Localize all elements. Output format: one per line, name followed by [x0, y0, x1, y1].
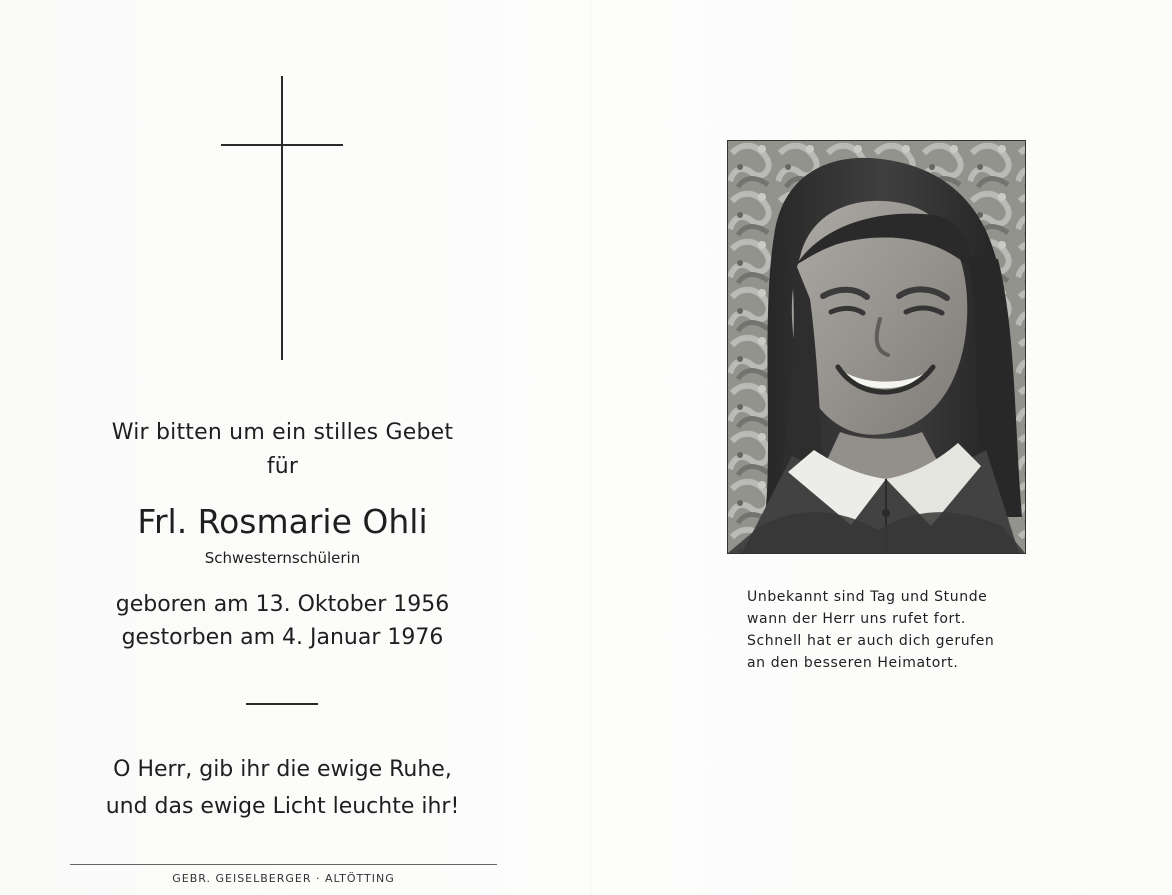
- prayer-request: [85, 416, 480, 484]
- memorial-poem: [747, 586, 1032, 674]
- portrait-photo: [727, 140, 1026, 554]
- footer-rule: [70, 864, 497, 865]
- closing-prayer: [85, 751, 480, 825]
- closing-prayer-line-1: O Herr, gib ihr die ewige Ruhe,: [113, 757, 452, 782]
- death-date: gestorben am 4. Januar 1976: [121, 625, 444, 650]
- deceased-name: Frl. Rosmarie Ohli: [137, 502, 428, 541]
- birth-date: geboren am 13. Oktober 1956: [115, 592, 450, 617]
- cross-vertical-line: [281, 76, 283, 360]
- portrait-illustration: [728, 141, 1025, 553]
- poem-line-3: Schnell hat er auch dich gerufen: [747, 633, 995, 649]
- prayer-request-line-1: Wir bitten um ein stilles Gebet: [111, 420, 454, 445]
- section-divider: [246, 703, 318, 705]
- poem-line-4: an den besseren Heimatort.: [747, 655, 959, 671]
- closing-prayer-line-2: und das ewige Licht leuchte ihr!: [105, 794, 460, 819]
- cross-horizontal-line: [221, 144, 343, 146]
- life-dates: [85, 588, 480, 654]
- deceased-occupation: Schwesternschülerin: [204, 549, 361, 567]
- printer-credit: GEBR. GEISELBERGER · ALTÖTTING: [172, 872, 395, 885]
- poem-line-1: Unbekannt sind Tag und Stunde: [747, 589, 988, 605]
- poem-line-2: wann der Herr uns rufet fort.: [747, 611, 966, 627]
- prayer-request-line-2: für: [266, 454, 299, 479]
- card-fold: [590, 0, 591, 895]
